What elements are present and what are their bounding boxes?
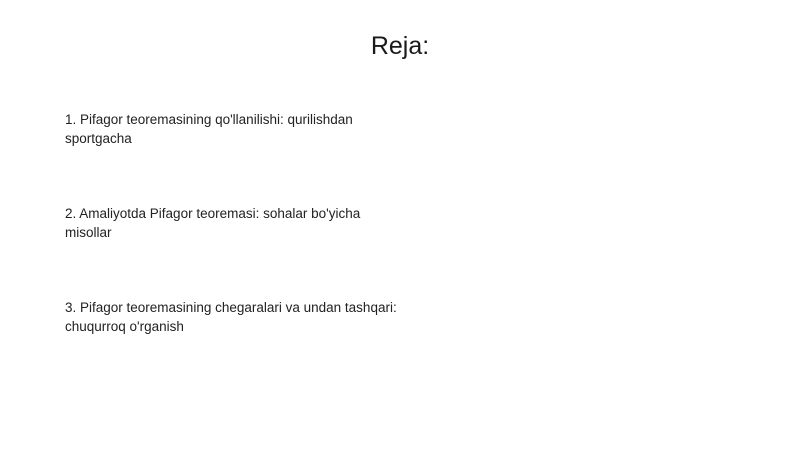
agenda-item-3: 3. Pifagor teoremasining chegaralari va undan tashqari: chuqurroq o'rganish — [65, 300, 397, 334]
slide-title: Reja: — [370, 32, 430, 60]
agenda-item-2: 2. Amaliyotda Pifagor teoremasi: sohalar bo'yicha misollar — [65, 206, 361, 240]
agenda-item-1: 1. Pifagor teoremasining qo'llanilishi: qurilishdan sportgacha — [65, 112, 353, 146]
